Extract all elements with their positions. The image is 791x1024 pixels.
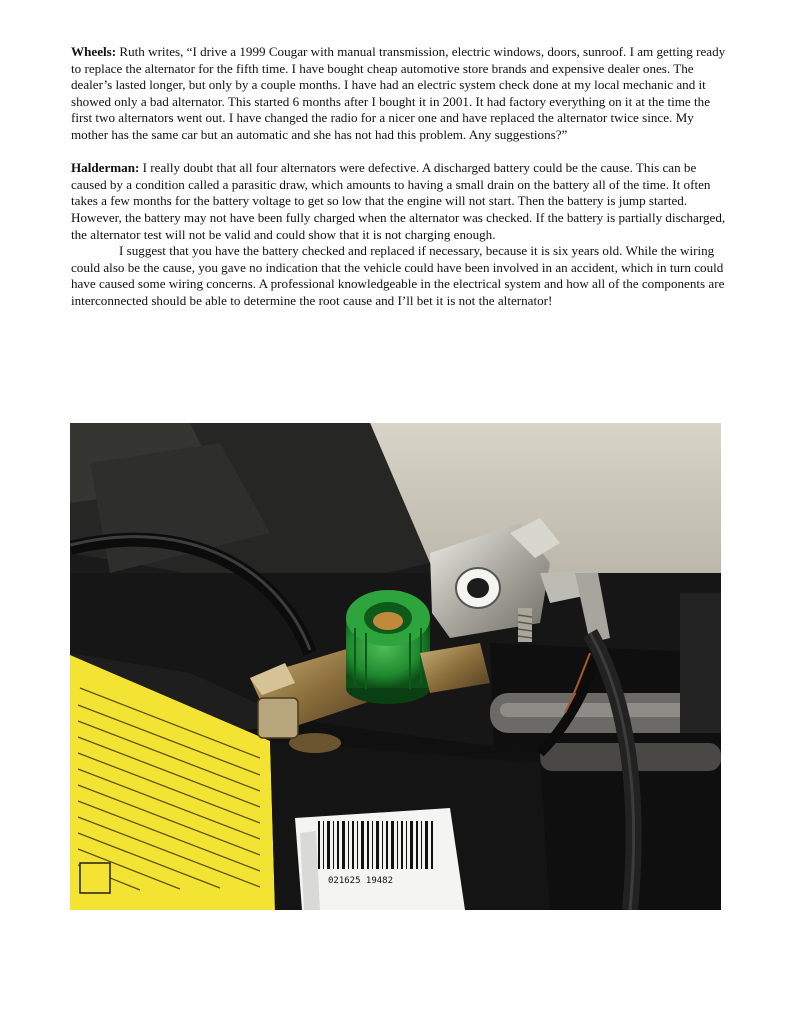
question-text: Ruth writes, “I drive a 1999 Cougar with manual transmission, electric windows, doors, sunroof. I am getting ready to replace the alternator for the fifth time. I have bought cheap automotive store brands and expensive dealer ones. The dealer’s lasted longer, but only by a couple months. I have had an electric system check done at my local mechanic and it showed only a bad alternator. This started 6 months after I bought it in 2001. It had factory everything on it at the time the first two alternators went out. I have changed the radio for a nicer one and have replaced the alternator twice since. My mother has the same car but an automatic and she has not had this problem. Any suggestions?” (71, 44, 726, 142)
answer-speaker: Halderman: (71, 160, 140, 176)
battery-terminal-photo (70, 423, 721, 910)
photo-illustration (70, 423, 721, 910)
barcode-digits: 021625 19482 (328, 876, 394, 886)
answer-paragraph-1 (71, 160, 731, 243)
answer-text-2: I suggest that you have the battery checked and replaced if necessary, because it is six years old. While the wiring could also be the cause, you gave no indication that the vehicle could have been involved in an accident, which in turn could have caused some wiring concerns. A professional knowledgeable in the electrical system and how all of the components are interconnected should be able to determine the root cause and I’ll bet it is not the alternator! (71, 243, 725, 308)
article-text (71, 44, 731, 310)
answer-text-1: I really doubt that all four alternators were defective. A discharged battery could be the cause. This can be caused by a condition called a parasitic draw, which amounts to having a small drain on the battery all of the time. It often takes a few months for the battery voltage to get so low that the engine will not start. Then the battery is jump started. However, the battery may not have been fully charged when the alternator was checked. If the battery is partially discharged, the alternator test will not be valid and could show that it is not charging enough. (71, 160, 726, 242)
question-speaker: Wheels: (71, 44, 117, 59)
answer-paragraph-2 (71, 243, 731, 309)
question-paragraph (71, 44, 731, 144)
